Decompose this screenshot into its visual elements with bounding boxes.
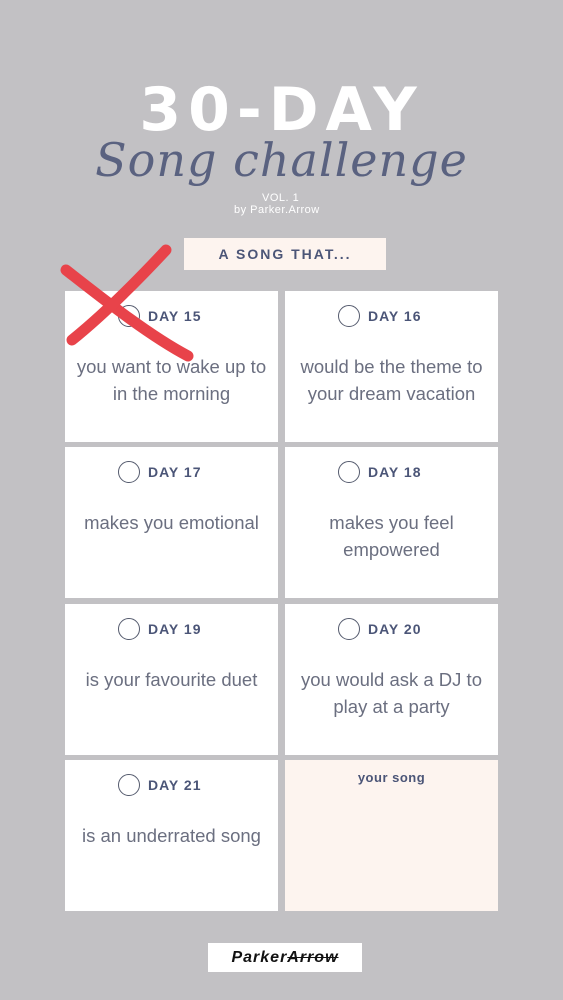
circle-checkbox-icon[interactable] — [118, 774, 140, 796]
circle-checkbox-icon[interactable] — [118, 461, 140, 483]
day-header — [118, 615, 201, 643]
day-prompt-text: you want to wake up to in the morning — [76, 356, 267, 404]
day-prompt-text: you would ask a DJ to play at a party — [301, 669, 482, 717]
volume-label: VOL. 1 — [262, 192, 300, 204]
day-prompt-text: would be the theme to your dream vacation — [300, 356, 483, 404]
day-card — [65, 604, 278, 755]
circle-checkbox-icon[interactable] — [338, 461, 360, 483]
day-prompt-text: makes you feel empowered — [329, 512, 454, 560]
day-label: DAY 15 — [148, 308, 202, 324]
day-card — [285, 291, 498, 442]
challenge-subtitle: Song challenge — [95, 133, 468, 187]
day-card — [65, 760, 278, 911]
red-x-mark-icon — [58, 240, 200, 370]
circle-checkbox-icon[interactable] — [338, 618, 360, 640]
day-card — [65, 447, 278, 598]
author-byline: by Parker.Arrow — [234, 204, 320, 216]
logo-text-arrow: Arrow — [287, 948, 339, 966]
day-header — [118, 458, 201, 486]
logo-text-parker: Parker — [231, 948, 288, 966]
day-label: DAY 16 — [368, 308, 422, 324]
day-label: DAY 21 — [148, 777, 202, 793]
day-label: DAY 20 — [368, 621, 422, 637]
your-song-label: your song — [357, 770, 426, 785]
day-header — [338, 302, 421, 330]
brand-logo — [208, 943, 362, 972]
day-label: DAY 17 — [148, 464, 202, 480]
day-prompt-text: makes you emotional — [84, 512, 259, 533]
day-card — [285, 447, 498, 598]
day-label: DAY 19 — [148, 621, 202, 637]
circle-checkbox-icon[interactable] — [338, 305, 360, 327]
circle-checkbox-icon[interactable] — [118, 618, 140, 640]
day-header — [338, 615, 421, 643]
prompt-banner: A SONG THAT... — [184, 238, 386, 270]
day-label: DAY 18 — [368, 464, 422, 480]
day-header — [338, 458, 421, 486]
day-prompt-text: is an underrated song — [82, 825, 261, 846]
challenge-title: 30-DAY — [139, 75, 424, 145]
day-header — [118, 771, 201, 799]
your-song-card[interactable] — [285, 760, 498, 911]
day-prompt-text: is your favourite duet — [85, 669, 258, 690]
day-card — [285, 604, 498, 755]
